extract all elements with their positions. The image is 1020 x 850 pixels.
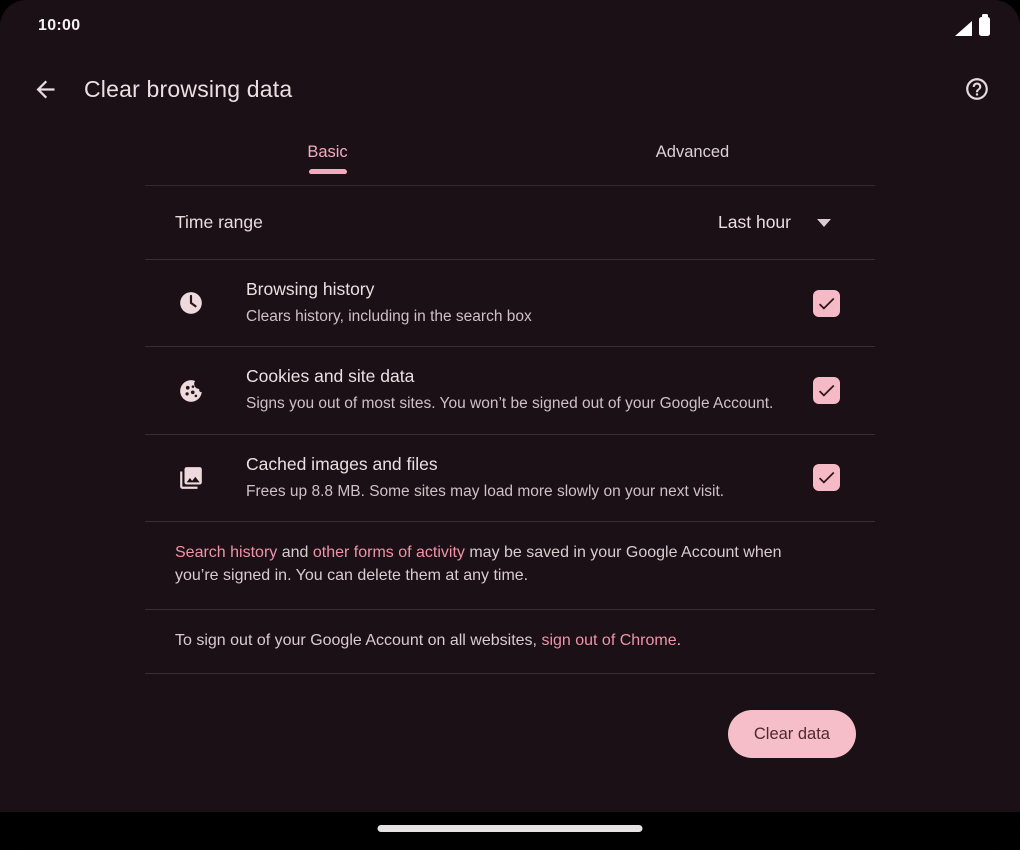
- row-title: Cached images and files: [246, 453, 438, 474]
- nav-handle[interactable]: [378, 825, 643, 832]
- help-icon: [964, 76, 990, 102]
- row-description: Frees up 8.8 MB. Some sites may load more slowly on your next visit.: [246, 482, 725, 500]
- dropdown-arrow-icon: [817, 219, 831, 227]
- cached-images-checkbox[interactable]: [813, 464, 840, 491]
- search-history-link[interactable]: Search history: [175, 544, 278, 562]
- gesture-navbar: [0, 812, 1020, 850]
- other-activity-link[interactable]: other forms of activity: [312, 544, 465, 562]
- tab-basic-label: Basic: [307, 143, 348, 161]
- footnote-text: and: [277, 544, 313, 562]
- status-bar: [0, 0, 1020, 46]
- time-range-dropdown[interactable]: [718, 212, 831, 233]
- footnote-text: To sign out of your Google Account on all websites,: [175, 631, 542, 649]
- sign-out-of-chrome-link[interactable]: sign out of Chrome: [541, 631, 677, 649]
- footnote-text: .: [676, 631, 682, 649]
- back-button[interactable]: [30, 74, 60, 104]
- clear-data-button[interactable]: Clear data: [728, 710, 856, 758]
- row-cached-images[interactable]: [145, 435, 875, 522]
- time-range-label: Time range: [175, 212, 263, 232]
- page-title: Clear browsing data: [84, 75, 293, 102]
- tabbar: [145, 130, 875, 186]
- footnote-text: may be saved in your Google Account when you’re signed in. You can delete them at any time.: [175, 544, 782, 584]
- checkmark-icon: [816, 380, 837, 401]
- checkmark-icon: [816, 293, 837, 314]
- clock-icon: [178, 290, 204, 316]
- signal-icon: [955, 21, 972, 36]
- cookie-icon: [178, 378, 204, 404]
- tab-selected-indicator: [309, 169, 347, 174]
- time-range-row: [145, 186, 875, 260]
- cookies-checkbox[interactable]: [813, 377, 840, 404]
- tab-basic[interactable]: [145, 130, 510, 185]
- tab-advanced-label: Advanced: [655, 143, 730, 161]
- browsing-history-checkbox[interactable]: [813, 290, 840, 317]
- row-text: [246, 366, 813, 414]
- time-range-selected-value: Last hour: [718, 212, 791, 232]
- battery-icon: [979, 17, 990, 36]
- row-text: [246, 279, 813, 327]
- checkmark-icon: [816, 467, 837, 488]
- sign-out-footnote: [145, 610, 875, 675]
- images-icon: [178, 465, 204, 491]
- row-title: Browsing history: [246, 279, 375, 299]
- row-title: Cookies and site data: [246, 366, 415, 387]
- help-button[interactable]: [964, 76, 990, 102]
- status-time: 10:00: [38, 17, 81, 34]
- app-header: [0, 60, 1020, 118]
- row-cookies[interactable]: [145, 347, 875, 434]
- row-description: Clears history, including in the search box: [246, 308, 532, 325]
- row-description: Signs you out of most sites. You won’t be signed out of your Google Account.: [246, 395, 774, 413]
- clear-browsing-data-panel: [145, 130, 875, 758]
- status-icons: [955, 17, 990, 36]
- row-browsing-history[interactable]: [145, 260, 875, 347]
- tab-advanced[interactable]: [510, 130, 875, 185]
- button-row: [145, 674, 875, 758]
- search-history-footnote: [145, 522, 875, 609]
- row-text: [246, 454, 813, 502]
- back-arrow-icon: [32, 76, 59, 103]
